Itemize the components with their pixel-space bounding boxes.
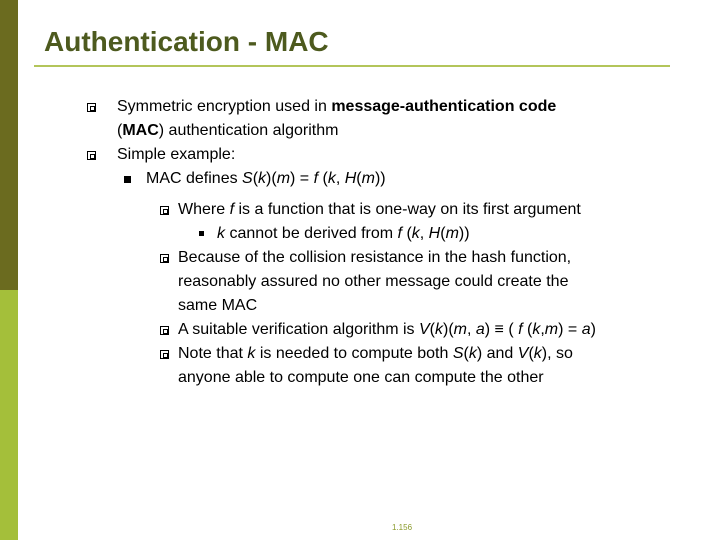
checkbox-bullet-icon bbox=[87, 151, 96, 160]
bullet-5: k cannot be derived from f (k, H(m)) bbox=[217, 225, 470, 242]
bullet-4: Where f is a function that is one-way on its first argument bbox=[178, 201, 581, 218]
bullet-3: MAC defines S(k)(m) = f (k, H(m)) bbox=[146, 170, 386, 187]
bullet-6-line-2: reasonably assured no other message could create the bbox=[178, 273, 569, 290]
page-number: 1.156 bbox=[392, 523, 413, 532]
bullet-8-line-2: anyone able to compute one can compute the other bbox=[178, 369, 544, 386]
checkbox-bullet-icon bbox=[160, 350, 169, 359]
bullet-7: A suitable verification algorithm is V(k)(m, a) ≡ ( f (k,m) = a) bbox=[178, 321, 596, 338]
page-title: Authentication - MAC bbox=[44, 26, 329, 57]
bullet-8-line-1: Note that k is needed to compute both S(k) and V(k), so bbox=[178, 345, 573, 362]
bullet-1-line-1: Symmetric encryption used in message-authentication code bbox=[117, 98, 557, 115]
bullet-2: Simple example: bbox=[117, 146, 236, 163]
sidebar-accent-light bbox=[0, 290, 18, 540]
checkbox-bullet-icon bbox=[160, 206, 169, 215]
square-bullet-icon bbox=[124, 176, 131, 183]
bullet-1-line-2: (MAC) authentication algorithm bbox=[117, 122, 339, 139]
bullet-6-line-3: same MAC bbox=[178, 297, 258, 314]
checkbox-bullet-icon bbox=[87, 103, 96, 112]
checkbox-bullet-icon bbox=[160, 254, 169, 263]
title-divider bbox=[34, 65, 670, 67]
checkbox-bullet-icon bbox=[160, 326, 169, 335]
bullet-6-line-1: Because of the collision resistance in the hash function, bbox=[178, 249, 572, 266]
small-square-bullet-icon bbox=[199, 231, 204, 236]
sidebar-accent-dark bbox=[0, 0, 18, 290]
